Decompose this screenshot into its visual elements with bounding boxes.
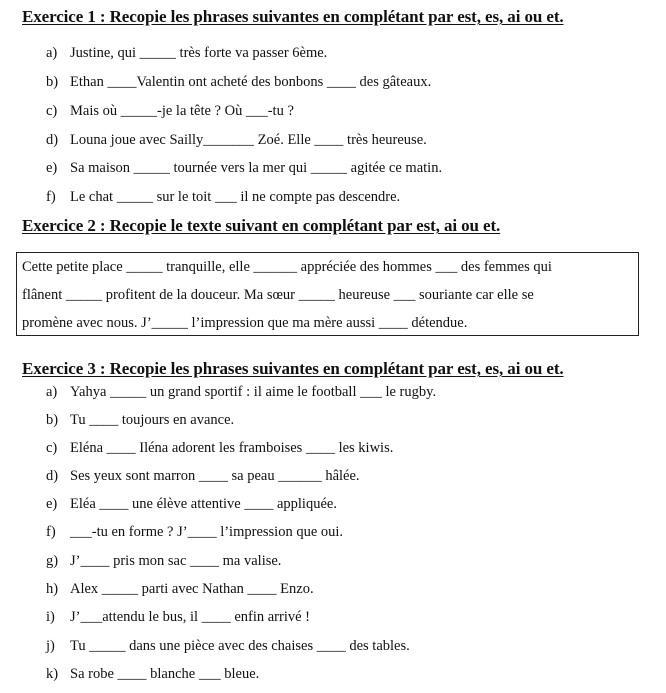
- item-label: k): [46, 666, 59, 682]
- exercise-3-item: [46, 411, 234, 429]
- item-text: Eléna ____ Iléna adorent les framboises ____ les kiwis.: [70, 440, 394, 456]
- exercise-1-item: [46, 102, 294, 120]
- item-text: Sa robe ____ blanche ___ bleue.: [70, 666, 260, 682]
- item-text: J’___attendu le bus, il ____ enfin arrivé !: [70, 609, 310, 625]
- exercise-1-heading: Exercice 1 : Recopie les phrases suivantes en complétant par est, es, ai ou et.: [22, 7, 564, 26]
- exercise-1-item: [46, 159, 442, 177]
- item-text: Mais où _____-je la tête ? Où ___-tu ?: [70, 103, 294, 119]
- item-text: Tu _____ dans une pièce avec des chaises ____ des tables.: [70, 638, 410, 654]
- item-label: b): [46, 412, 59, 428]
- item-label: h): [46, 581, 59, 597]
- exercise-2-heading: Exercice 2 : Recopie le texte suivant en complétant par est, ai ou et.: [22, 216, 501, 235]
- item-label: d): [46, 468, 59, 484]
- exercise-1-item: [46, 44, 327, 62]
- item-text: Justine, qui _____ très forte va passer 6ème.: [70, 45, 328, 61]
- item-label: a): [46, 384, 58, 400]
- text-line: flânent _____ profitent de la douceur. Ma sœur _____ heureuse ___ souriante car elle se: [22, 287, 534, 303]
- exercise-1-item: [46, 73, 431, 91]
- item-text: Louna joue avec Sailly_______ Zoé. Elle ____ très heureuse.: [70, 132, 427, 148]
- exercise-3-item: [46, 665, 259, 683]
- item-text: Eléa ____ une élève attentive ____ appliquée.: [70, 496, 337, 512]
- exercise-3-item: [46, 608, 310, 626]
- item-text: Ethan ____Valentin ont acheté des bonbons ____ des gâteaux.: [70, 74, 432, 90]
- item-text: ___-tu en forme ? J’____ l’impression que oui.: [70, 524, 344, 540]
- exercise-3-item: [46, 523, 343, 541]
- item-text: J’____ pris mon sac ____ ma valise.: [70, 553, 282, 569]
- item-text: Alex _____ parti avec Nathan ____ Enzo.: [70, 581, 314, 597]
- exercise-3-item: [46, 439, 393, 457]
- item-label: c): [46, 440, 58, 456]
- item-label: a): [46, 45, 58, 61]
- exercise-3-item: [46, 552, 281, 570]
- item-label: f): [46, 189, 56, 205]
- item-label: g): [46, 553, 59, 569]
- item-label: j): [46, 638, 55, 654]
- text-line: Cette petite place _____ tranquille, elle ______ appréciée des hommes ___ des femmes qui: [22, 259, 552, 275]
- item-text: Yahya _____ un grand sportif : il aime le football ___ le rugby.: [70, 384, 437, 400]
- item-text: Le chat _____ sur le toit ___ il ne compte pas descendre.: [70, 189, 401, 205]
- item-label: e): [46, 496, 58, 512]
- item-text: Sa maison _____ tournée vers la mer qui _____ agitée ce matin.: [70, 160, 443, 176]
- item-label: d): [46, 132, 59, 148]
- exercise-3-item: [46, 467, 360, 485]
- exercise-3-item: [46, 383, 436, 401]
- exercise-3-item: [46, 495, 337, 513]
- item-text: Tu ____ toujours en avance.: [70, 412, 235, 428]
- text-line: promène avec nous. J’_____ l’impression que ma mère aussi ____ détendue.: [22, 315, 468, 331]
- item-label: c): [46, 103, 58, 119]
- item-label: f): [46, 524, 56, 540]
- item-text: Ses yeux sont marron ____ sa peau ______ hâlée.: [70, 468, 360, 484]
- item-label: e): [46, 160, 58, 176]
- item-label: b): [46, 74, 59, 90]
- exercise-1-item: [46, 188, 400, 206]
- exercise-2-text-box: [16, 252, 639, 336]
- item-label: i): [46, 609, 55, 625]
- exercise-1-item: [46, 131, 427, 149]
- exercise-3-item: [46, 580, 314, 598]
- exercise-3-heading: Exercice 3 : Recopie les phrases suivantes en complétant par est, es, ai ou et.: [22, 359, 564, 378]
- exercise-3-item: [46, 637, 410, 655]
